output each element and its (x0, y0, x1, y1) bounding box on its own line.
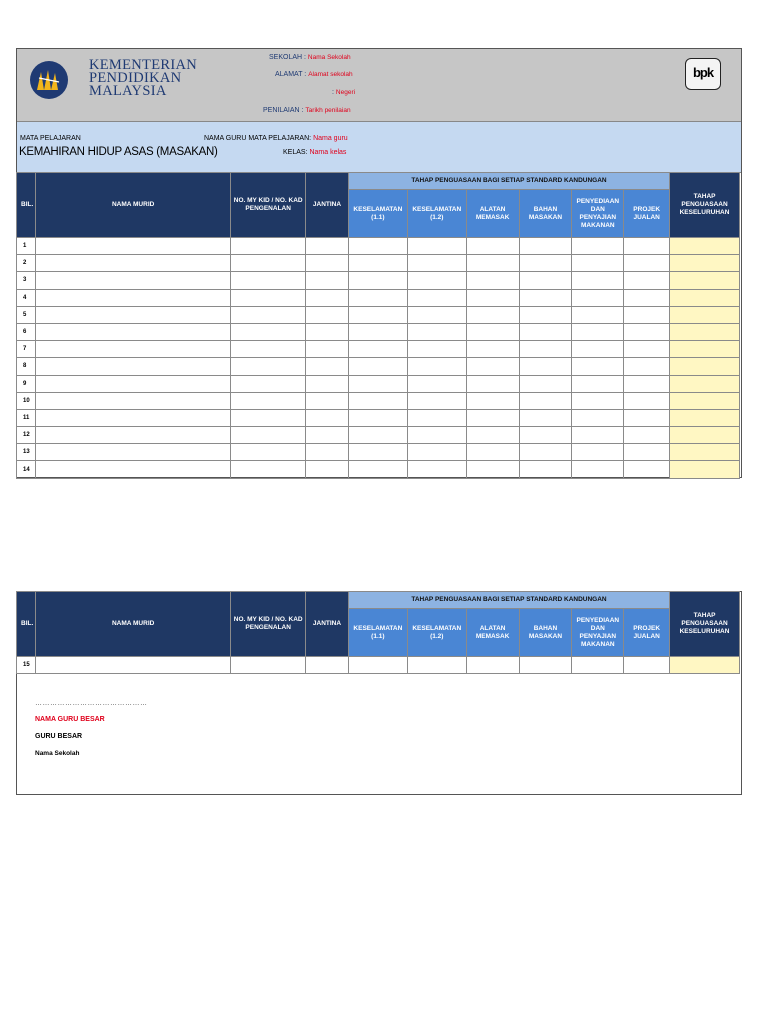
penyediaan-cell[interactable] (572, 238, 624, 255)
projek-jualan-cell[interactable] (624, 272, 670, 289)
row-number: 4 (17, 289, 36, 306)
table-row (17, 238, 740, 255)
header-penyediaan: PENYEDIAAN DAN PENYAJIAN MAKANAN (572, 190, 624, 238)
projek-jualan-cell[interactable] (624, 306, 670, 323)
keselamatan-1-2-cell[interactable] (407, 272, 466, 289)
keselamatan-1-1-cell[interactable] (348, 409, 407, 426)
bahan-masakan-cell[interactable] (519, 289, 572, 306)
bahan-masakan-cell[interactable] (519, 427, 572, 444)
penyediaan-cell[interactable] (572, 341, 624, 358)
alatan-memasak-cell[interactable] (466, 392, 519, 409)
header-nama-murid: NAMA MURID (35, 592, 230, 657)
header-bil: BIL. (17, 592, 36, 657)
row-number: 12 (17, 427, 36, 444)
nama-murid-cell[interactable] (35, 461, 230, 478)
table-row (17, 427, 740, 444)
penyediaan-cell[interactable] (572, 375, 624, 392)
negeri-row: : Negeri (332, 89, 356, 96)
projek-jualan-cell[interactable] (624, 392, 670, 409)
penyediaan-cell[interactable] (572, 272, 624, 289)
student-table-2 (16, 591, 740, 674)
projek-jualan-cell[interactable] (624, 409, 670, 426)
guru-besar-name: NAMA GURU BESAR (35, 716, 105, 723)
row-number: 1 (17, 238, 36, 255)
table-row (17, 272, 740, 289)
id-cell[interactable] (231, 427, 306, 444)
overall-cell[interactable] (670, 323, 740, 340)
alatan-memasak-cell[interactable] (466, 444, 519, 461)
bahan-masakan-cell[interactable] (519, 461, 572, 478)
penyediaan-cell[interactable] (572, 323, 624, 340)
alatan-memasak-cell[interactable] (466, 409, 519, 426)
nama-murid-cell[interactable] (35, 657, 230, 674)
keselamatan-1-1-cell[interactable] (348, 461, 407, 478)
row-number: 14 (17, 461, 36, 478)
penyediaan-cell[interactable] (572, 392, 624, 409)
overall-cell[interactable] (670, 289, 740, 306)
id-cell[interactable] (231, 272, 306, 289)
header-alatan-memasak: ALATAN MEMASAK (466, 190, 519, 238)
row-number: 10 (17, 392, 36, 409)
bahan-masakan-cell[interactable] (519, 358, 572, 375)
nama-murid-cell[interactable] (35, 272, 230, 289)
jantina-cell[interactable] (306, 272, 349, 289)
report-header (17, 49, 741, 122)
jantina-cell[interactable] (306, 341, 349, 358)
projek-jualan-cell[interactable] (624, 341, 670, 358)
keselamatan-1-1-cell[interactable] (348, 289, 407, 306)
keselamatan-1-2-cell[interactable] (407, 461, 466, 478)
alamat-row: ALAMAT : Alamat sekolah (275, 71, 353, 78)
sekolah-value: Nama Sekolah (307, 54, 351, 61)
projek-jualan-cell[interactable] (624, 238, 670, 255)
alatan-memasak-cell[interactable] (466, 358, 519, 375)
table-row (17, 323, 740, 340)
header-keselamatan-1-1: KESELAMATAN (1.1) (348, 609, 407, 657)
table-row (17, 375, 740, 392)
nama-murid-cell[interactable] (35, 392, 230, 409)
jantina-cell[interactable] (306, 444, 349, 461)
projek-jualan-cell[interactable] (624, 461, 670, 478)
bahan-masakan-cell[interactable] (519, 255, 572, 272)
bahan-masakan-cell[interactable] (519, 341, 572, 358)
table-row (17, 255, 740, 272)
overall-cell[interactable] (670, 358, 740, 375)
penyediaan-cell[interactable] (572, 358, 624, 375)
keselamatan-1-2-cell[interactable] (407, 444, 466, 461)
keselamatan-1-2-cell[interactable] (407, 427, 466, 444)
guru-value: Nama guru (313, 135, 348, 142)
projek-jualan-cell[interactable] (624, 427, 670, 444)
jantina-cell[interactable] (306, 323, 349, 340)
student-table-1 (16, 172, 740, 479)
header-tahap-group: TAHAP PENGUASAAN BAGI SETIAP STANDARD KANDUNGAN (348, 173, 669, 190)
keselamatan-1-2-cell[interactable] (407, 289, 466, 306)
alamat-value: Alamat sekolah (308, 71, 353, 78)
kelas-row: KELAS: Nama kelas (283, 149, 347, 156)
penyediaan-cell[interactable] (572, 409, 624, 426)
id-cell[interactable] (231, 358, 306, 375)
header-keselamatan-1-2: KESELAMATAN (1.2) (407, 190, 466, 238)
bahan-masakan-cell[interactable] (519, 272, 572, 289)
id-cell[interactable] (231, 444, 306, 461)
projek-jualan-cell[interactable] (624, 289, 670, 306)
header-alatan-memasak: ALATAN MEMASAK (466, 609, 519, 657)
keselamatan-1-1-cell[interactable] (348, 306, 407, 323)
nama-murid-cell[interactable] (35, 255, 230, 272)
nama-murid-cell[interactable] (35, 427, 230, 444)
header-penyediaan: PENYEDIAAN DAN PENYAJIAN MAKANAN (572, 609, 624, 657)
projek-jualan-cell[interactable] (624, 657, 670, 674)
alatan-memasak-cell[interactable] (466, 306, 519, 323)
negeri-value: Negeri (335, 89, 356, 96)
header-overall: TAHAP PENGUASAAN KESELURUHAN (670, 592, 740, 657)
nama-murid-cell[interactable] (35, 358, 230, 375)
nama-murid-cell[interactable] (35, 444, 230, 461)
keselamatan-1-2-cell[interactable] (407, 358, 466, 375)
table-row (17, 289, 740, 306)
signature-line: ……………………………………… (35, 700, 148, 707)
penyediaan-cell[interactable] (572, 427, 624, 444)
row-number: 9 (17, 375, 36, 392)
overall-cell[interactable] (670, 409, 740, 426)
jantina-cell[interactable] (306, 392, 349, 409)
penilaian-row: PENILAIAN : Tarikh penilaian (263, 107, 351, 114)
subject-info (17, 122, 741, 173)
row-number: 15 (17, 657, 36, 674)
alatan-memasak-cell[interactable] (466, 255, 519, 272)
alatan-memasak-cell[interactable] (466, 375, 519, 392)
alatan-memasak-cell[interactable] (466, 272, 519, 289)
overall-cell[interactable] (670, 657, 740, 674)
overall-cell[interactable] (670, 461, 740, 478)
header-keselamatan-1-1: KESELAMATAN (1.1) (348, 190, 407, 238)
id-cell[interactable] (231, 409, 306, 426)
table-row (17, 358, 740, 375)
header-keselamatan-1-2: KESELAMATAN (1.2) (407, 609, 466, 657)
table-row (17, 306, 740, 323)
bahan-masakan-cell[interactable] (519, 375, 572, 392)
nama-murid-cell[interactable] (35, 323, 230, 340)
table-row (17, 392, 740, 409)
header-projek-jualan: PROJEK JUALAN (624, 190, 670, 238)
keselamatan-1-1-cell[interactable] (348, 657, 407, 674)
jantina-cell[interactable] (306, 409, 349, 426)
header-bil: BIL. (17, 173, 36, 238)
id-cell[interactable] (231, 461, 306, 478)
id-cell[interactable] (231, 323, 306, 340)
id-cell[interactable] (231, 255, 306, 272)
keselamatan-1-2-cell[interactable] (407, 375, 466, 392)
row-number: 6 (17, 323, 36, 340)
penyediaan-cell[interactable] (572, 461, 624, 478)
kpm-logo-text: KEMENTERIAN PENDIDIKAN MALAYSIA (89, 57, 198, 99)
projek-jualan-cell[interactable] (624, 444, 670, 461)
kpm-emblem-icon (29, 60, 69, 100)
overall-cell[interactable] (670, 392, 740, 409)
jantina-cell[interactable] (306, 427, 349, 444)
projek-jualan-cell[interactable] (624, 375, 670, 392)
overall-cell[interactable] (670, 238, 740, 255)
alatan-memasak-cell[interactable] (466, 323, 519, 340)
guru-row: NAMA GURU MATA PELAJARAN: Nama guru (204, 135, 348, 142)
keselamatan-1-2-cell[interactable] (407, 409, 466, 426)
id-cell[interactable] (231, 657, 306, 674)
header-nama-murid: NAMA MURID (35, 173, 230, 238)
bahan-masakan-cell[interactable] (519, 657, 572, 674)
overall-cell[interactable] (670, 444, 740, 461)
alatan-memasak-cell[interactable] (466, 657, 519, 674)
header-tahap-group: TAHAP PENGUASAAN BAGI SETIAP STANDARD KANDUNGAN (348, 592, 669, 609)
penyediaan-cell[interactable] (572, 657, 624, 674)
nama-murid-cell[interactable] (35, 341, 230, 358)
bahan-masakan-cell[interactable] (519, 444, 572, 461)
keselamatan-1-2-cell[interactable] (407, 657, 466, 674)
row-number: 8 (17, 358, 36, 375)
penyediaan-cell[interactable] (572, 306, 624, 323)
keselamatan-1-1-cell[interactable] (348, 392, 407, 409)
bpk-logo: bpk (685, 58, 721, 90)
table-row (17, 461, 740, 478)
row-number: 2 (17, 255, 36, 272)
keselamatan-1-1-cell[interactable] (348, 341, 407, 358)
keselamatan-1-2-cell[interactable] (407, 392, 466, 409)
keselamatan-1-1-cell[interactable] (348, 323, 407, 340)
row-number: 3 (17, 272, 36, 289)
jantina-cell[interactable] (306, 255, 349, 272)
jantina-cell[interactable] (306, 289, 349, 306)
jantina-cell[interactable] (306, 375, 349, 392)
alatan-memasak-cell[interactable] (466, 289, 519, 306)
overall-cell[interactable] (670, 427, 740, 444)
overall-cell[interactable] (670, 255, 740, 272)
nama-murid-cell[interactable] (35, 375, 230, 392)
nama-murid-cell[interactable] (35, 289, 230, 306)
bahan-masakan-cell[interactable] (519, 409, 572, 426)
table-row (17, 657, 740, 674)
jantina-cell[interactable] (306, 306, 349, 323)
nama-murid-cell[interactable] (35, 306, 230, 323)
report-sheet-2 (16, 591, 742, 795)
jantina-cell[interactable] (306, 238, 349, 255)
header-jantina: JANTINA (306, 173, 349, 238)
row-number: 5 (17, 306, 36, 323)
jantina-cell[interactable] (306, 358, 349, 375)
id-cell[interactable] (231, 289, 306, 306)
keselamatan-1-1-cell[interactable] (348, 427, 407, 444)
bahan-masakan-cell[interactable] (519, 306, 572, 323)
keselamatan-1-2-cell[interactable] (407, 255, 466, 272)
table-row (17, 444, 740, 461)
sekolah-row: SEKOLAH : Nama Sekolah (269, 54, 351, 61)
header-bahan-masakan: BAHAN MASAKAN (519, 609, 572, 657)
projek-jualan-cell[interactable] (624, 358, 670, 375)
kpm-logo (29, 57, 199, 107)
penyediaan-cell[interactable] (572, 289, 624, 306)
row-number: 13 (17, 444, 36, 461)
penilaian-value: Tarikh penilaian (305, 107, 351, 114)
header-jantina: JANTINA (306, 592, 349, 657)
id-cell[interactable] (231, 392, 306, 409)
keselamatan-1-1-cell[interactable] (348, 272, 407, 289)
table-row (17, 341, 740, 358)
bahan-masakan-cell[interactable] (519, 238, 572, 255)
nama-murid-cell[interactable] (35, 409, 230, 426)
header-bahan-masakan: BAHAN MASAKAN (519, 190, 572, 238)
overall-cell[interactable] (670, 375, 740, 392)
nama-murid-cell[interactable] (35, 238, 230, 255)
id-cell[interactable] (231, 341, 306, 358)
overall-cell[interactable] (670, 306, 740, 323)
bahan-masakan-cell[interactable] (519, 323, 572, 340)
row-number: 11 (17, 409, 36, 426)
footer-school-name: Nama Sekolah (35, 750, 80, 757)
header-overall: TAHAP PENGUASAAN KESELURUHAN (670, 173, 740, 238)
id-cell[interactable] (231, 306, 306, 323)
header-id: NO. MY KID / NO. KAD PENGENALAN (231, 592, 306, 657)
guru-besar-title: GURU BESAR (35, 733, 83, 740)
overall-cell[interactable] (670, 272, 740, 289)
projek-jualan-cell[interactable] (624, 255, 670, 272)
alatan-memasak-cell[interactable] (466, 238, 519, 255)
penyediaan-cell[interactable] (572, 444, 624, 461)
penyediaan-cell[interactable] (572, 255, 624, 272)
alatan-memasak-cell[interactable] (466, 427, 519, 444)
keselamatan-1-1-cell[interactable] (348, 358, 407, 375)
jantina-cell[interactable] (306, 657, 349, 674)
id-cell[interactable] (231, 375, 306, 392)
overall-cell[interactable] (670, 341, 740, 358)
header-projek-jualan: PROJEK JUALAN (624, 609, 670, 657)
alatan-memasak-cell[interactable] (466, 461, 519, 478)
report-sheet-1 (16, 48, 742, 478)
jantina-cell[interactable] (306, 461, 349, 478)
subject-name: KEMAHIRAN HIDUP ASAS (MASAKAN) (19, 146, 218, 158)
id-cell[interactable] (231, 238, 306, 255)
keselamatan-1-1-cell[interactable] (348, 375, 407, 392)
keselamatan-1-2-cell[interactable] (407, 238, 466, 255)
keselamatan-1-1-cell[interactable] (348, 444, 407, 461)
row-number: 7 (17, 341, 36, 358)
keselamatan-1-2-cell[interactable] (407, 323, 466, 340)
projek-jualan-cell[interactable] (624, 323, 670, 340)
mata-pelajaran-label: MATA PELAJARAN (20, 135, 81, 142)
keselamatan-1-1-cell[interactable] (348, 238, 407, 255)
alatan-memasak-cell[interactable] (466, 341, 519, 358)
header-id: NO. MY KID / NO. KAD PENGENALAN (231, 173, 306, 238)
keselamatan-1-2-cell[interactable] (407, 341, 466, 358)
keselamatan-1-1-cell[interactable] (348, 255, 407, 272)
table-row (17, 409, 740, 426)
keselamatan-1-2-cell[interactable] (407, 306, 466, 323)
kelas-value: Nama kelas (309, 149, 347, 156)
bahan-masakan-cell[interactable] (519, 392, 572, 409)
